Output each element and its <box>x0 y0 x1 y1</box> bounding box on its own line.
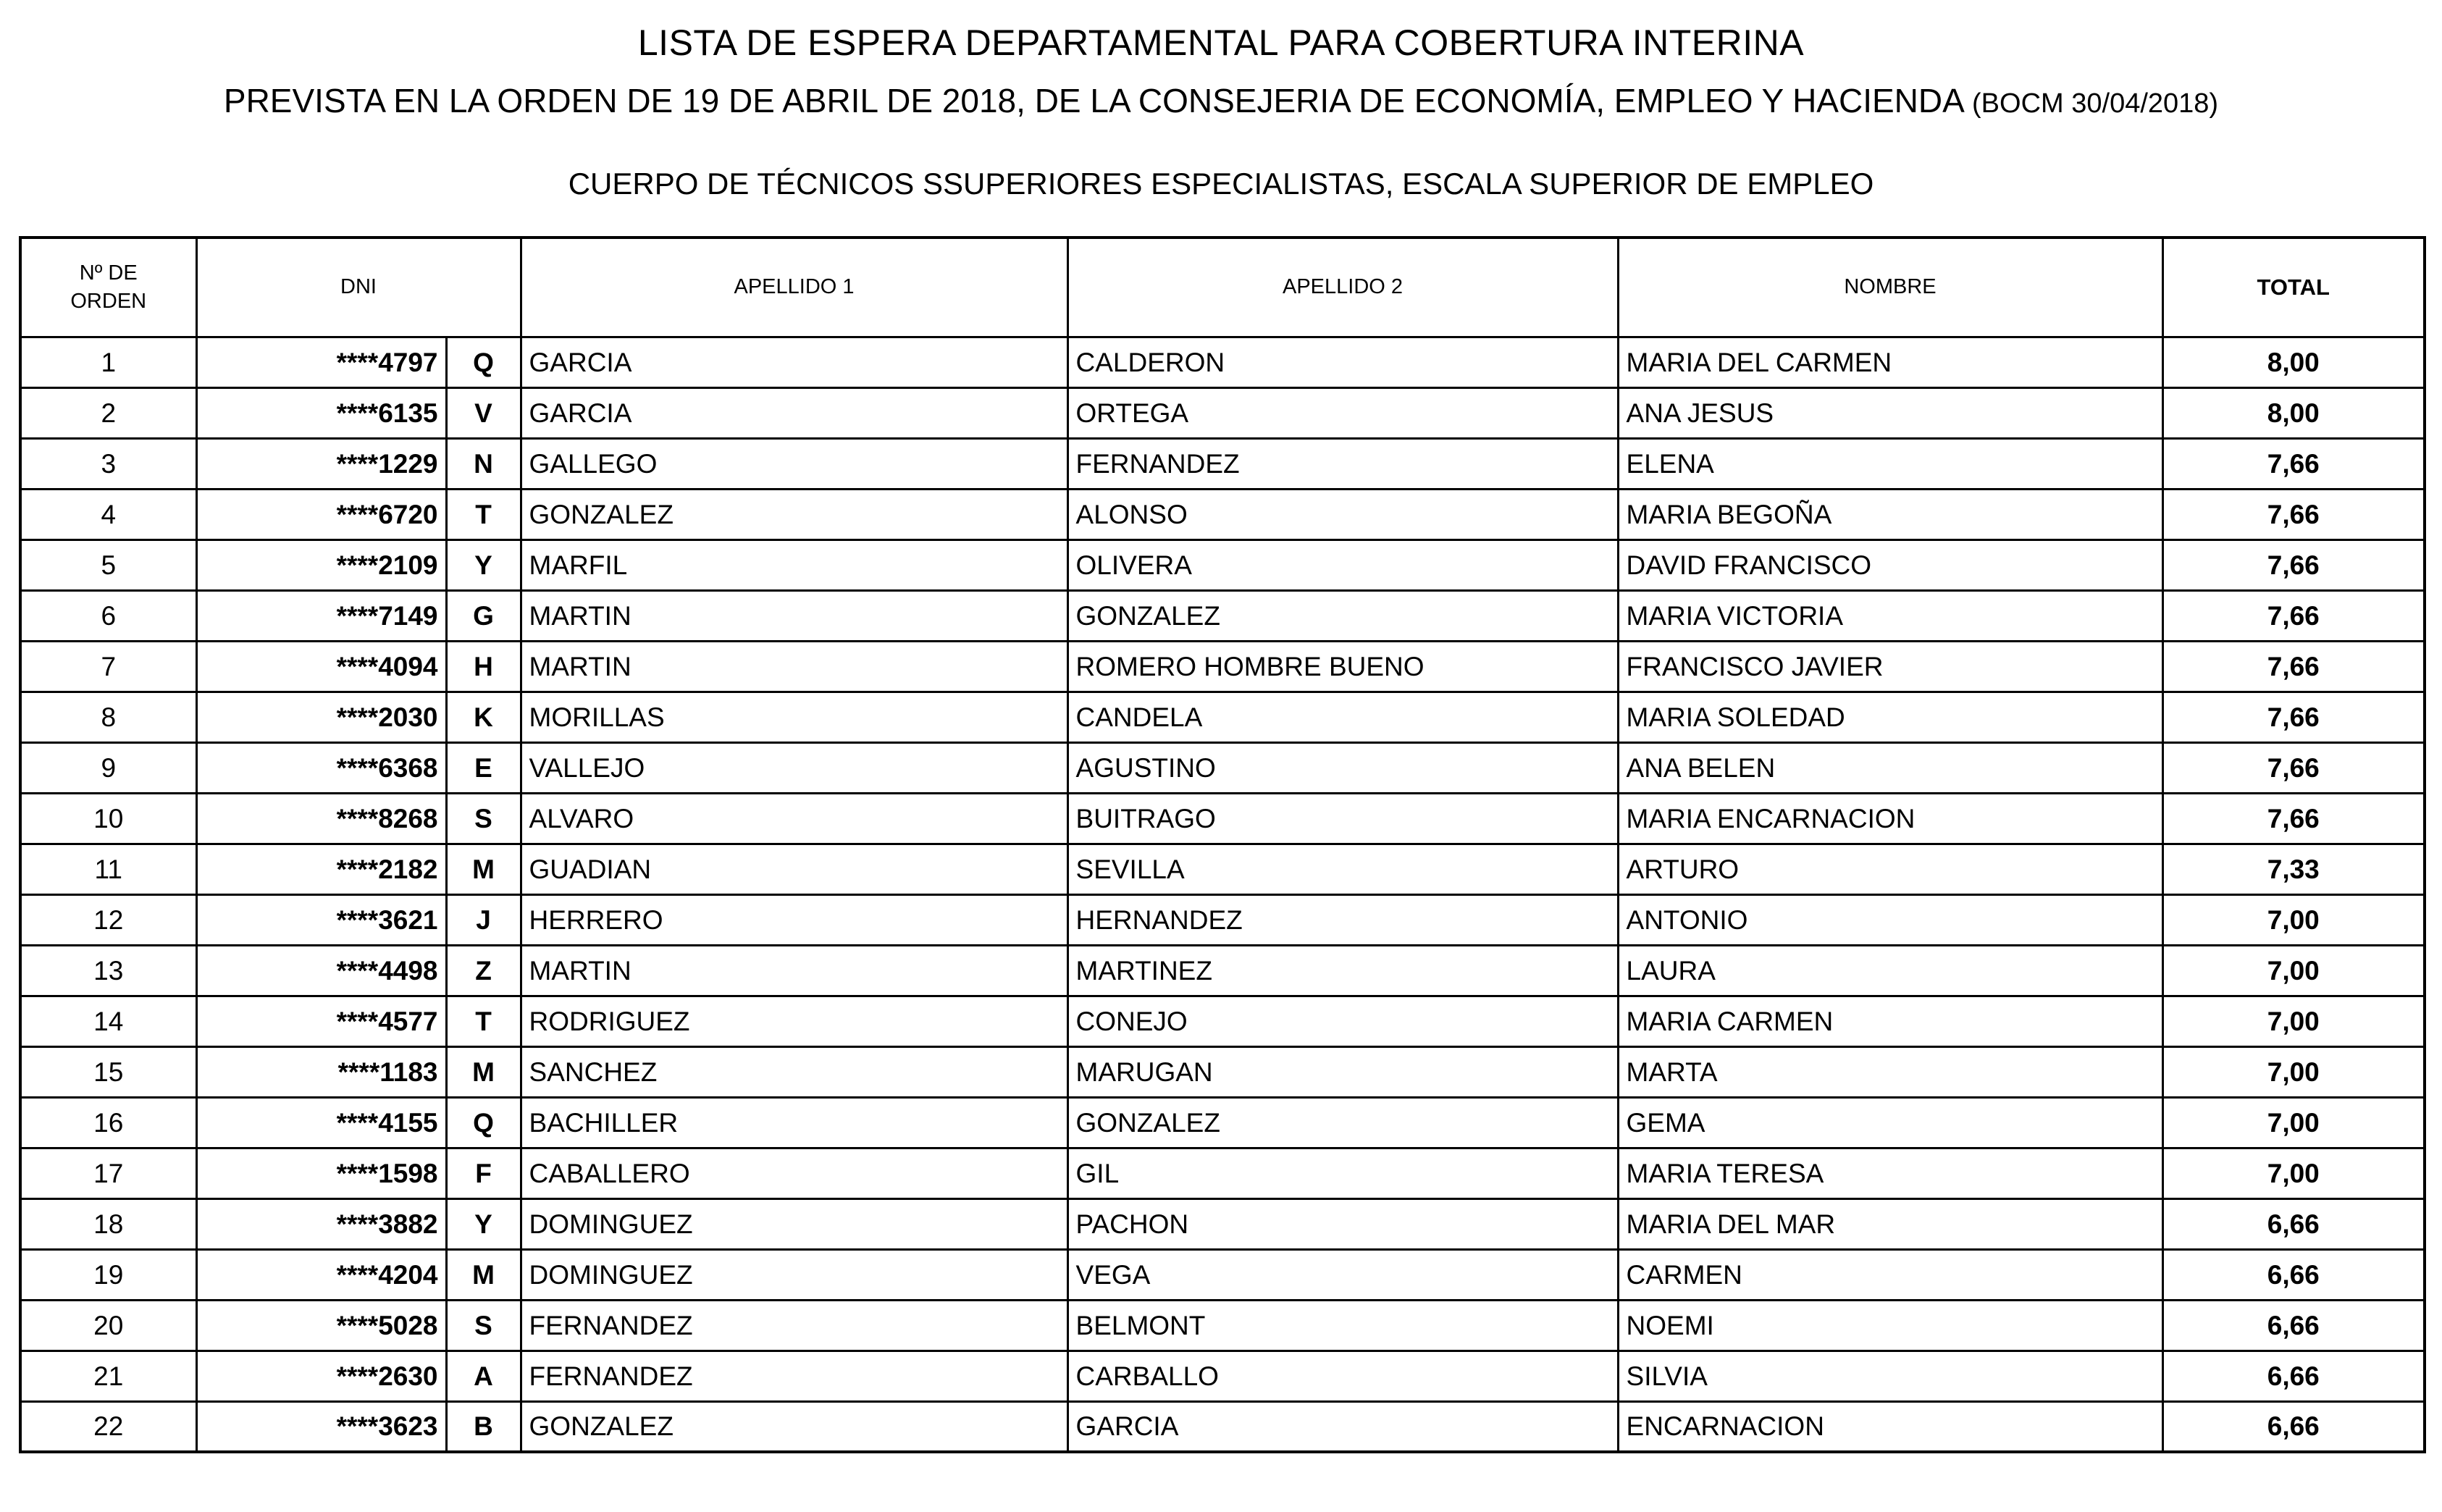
cell-nombre: ARTURO <box>1618 844 2162 894</box>
subtitle-bocm-note: (BOCM 30/04/2018) <box>1972 88 2219 119</box>
cell-apellido1: CABALLERO <box>521 1148 1067 1198</box>
table-row <box>20 387 2425 438</box>
cell-apellido1: VALLEJO <box>521 742 1067 793</box>
cell-apellido1: MARFIL <box>521 539 1067 590</box>
cell-dni-letter: Q <box>446 337 521 387</box>
cell-apellido2: GARCIA <box>1067 1401 1618 1452</box>
cell-nombre: GEMA <box>1618 1097 2162 1148</box>
cell-total-score: 8,00 <box>2162 337 2425 387</box>
corps-title: CUERPO DE TÉCNICOS SSUPERIORES ESPECIALISTAS, ESCALA SUPERIOR DE EMPLEO <box>568 167 1874 201</box>
cell-dni-number: ****2109 <box>196 539 446 590</box>
cell-apellido2: CONEJO <box>1067 996 1618 1046</box>
cell-apellido2: PACHON <box>1067 1198 1618 1249</box>
cell-apellido2: ROMERO HOMBRE BUENO <box>1067 641 1618 692</box>
cell-dni-letter: K <box>446 692 521 742</box>
table-row <box>20 1046 2425 1097</box>
cell-apellido1: GUADIAN <box>521 844 1067 894</box>
cell-dni-letter: Y <box>446 539 521 590</box>
cell-nombre: MARIA ENCARNACION <box>1618 793 2162 844</box>
table-row <box>20 438 2425 489</box>
cell-order-number: 16 <box>20 1097 196 1148</box>
cell-dni-letter: S <box>446 793 521 844</box>
cell-nombre: MARIA BEGOÑA <box>1618 489 2162 539</box>
cell-dni-number: ****4498 <box>196 945 446 996</box>
cell-dni-number: ****4204 <box>196 1249 446 1300</box>
cell-order-number: 10 <box>20 793 196 844</box>
cell-order-number: 8 <box>20 692 196 742</box>
table-row <box>20 742 2425 793</box>
cell-total-score: 7,66 <box>2162 438 2425 489</box>
cell-apellido2: FERNANDEZ <box>1067 438 1618 489</box>
cell-apellido1: SANCHEZ <box>521 1046 1067 1097</box>
cell-nombre: MARTA <box>1618 1046 2162 1097</box>
cell-apellido1: FERNANDEZ <box>521 1300 1067 1351</box>
cell-total-score: 7,00 <box>2162 1148 2425 1198</box>
cell-dni-letter: H <box>446 641 521 692</box>
cell-apellido1: GARCIA <box>521 337 1067 387</box>
cell-dni-number: ****7149 <box>196 590 446 641</box>
cell-order-number: 22 <box>20 1401 196 1452</box>
cell-apellido1: GARCIA <box>521 387 1067 438</box>
cell-dni-letter: J <box>446 894 521 945</box>
cell-order-number: 13 <box>20 945 196 996</box>
cell-order-number: 12 <box>20 894 196 945</box>
table-row <box>20 1198 2425 1249</box>
cell-apellido1: DOMINGUEZ <box>521 1249 1067 1300</box>
cell-total-score: 7,66 <box>2162 539 2425 590</box>
cell-nombre: MARIA DEL MAR <box>1618 1198 2162 1249</box>
cell-order-number: 5 <box>20 539 196 590</box>
cell-nombre: NOEMI <box>1618 1300 2162 1351</box>
table-row <box>20 337 2425 387</box>
table-row <box>20 1148 2425 1198</box>
cell-order-number: 14 <box>20 996 196 1046</box>
cell-apellido1: GONZALEZ <box>521 489 1067 539</box>
cell-nombre: LAURA <box>1618 945 2162 996</box>
cell-order-number: 15 <box>20 1046 196 1097</box>
cell-dni-number: ****2182 <box>196 844 446 894</box>
cell-apellido2: SEVILLA <box>1067 844 1618 894</box>
cell-total-score: 7,33 <box>2162 844 2425 894</box>
cell-apellido1: RODRIGUEZ <box>521 996 1067 1046</box>
cell-nombre: ANA BELEN <box>1618 742 2162 793</box>
cell-nombre: MARIA DEL CARMEN <box>1618 337 2162 387</box>
cell-dni-number: ****4577 <box>196 996 446 1046</box>
cell-apellido1: DOMINGUEZ <box>521 1198 1067 1249</box>
cell-dni-letter: G <box>446 590 521 641</box>
cell-apellido2: CALDERON <box>1067 337 1618 387</box>
cell-apellido1: HERRERO <box>521 894 1067 945</box>
table-row <box>20 1249 2425 1300</box>
table-row <box>20 996 2425 1046</box>
col-header-orden: Nº DE ORDEN <box>20 238 196 337</box>
cell-nombre: FRANCISCO JAVIER <box>1618 641 2162 692</box>
cell-apellido2: MARUGAN <box>1067 1046 1618 1097</box>
cell-dni-number: ****4155 <box>196 1097 446 1148</box>
cell-total-score: 6,66 <box>2162 1401 2425 1452</box>
col-header-nombre: NOMBRE <box>1618 238 2162 337</box>
cell-apellido1: MORILLAS <box>521 692 1067 742</box>
cell-total-score: 7,66 <box>2162 489 2425 539</box>
cell-apellido2: BELMONT <box>1067 1300 1618 1351</box>
cell-total-score: 7,66 <box>2162 793 2425 844</box>
cell-apellido2: ALONSO <box>1067 489 1618 539</box>
cell-apellido2: VEGA <box>1067 1249 1618 1300</box>
cell-total-score: 6,66 <box>2162 1351 2425 1401</box>
waiting-list-table <box>19 236 2426 1453</box>
cell-order-number: 3 <box>20 438 196 489</box>
table-header <box>20 238 2425 337</box>
cell-apellido1: MARTIN <box>521 590 1067 641</box>
cell-apellido2: MARTINEZ <box>1067 945 1618 996</box>
table-row <box>20 489 2425 539</box>
cell-dni-letter: Y <box>446 1198 521 1249</box>
cell-dni-number: ****4797 <box>196 337 446 387</box>
cell-dni-letter: Q <box>446 1097 521 1148</box>
cell-dni-letter: T <box>446 489 521 539</box>
cell-apellido1: FERNANDEZ <box>521 1351 1067 1401</box>
cell-apellido1: BACHILLER <box>521 1097 1067 1148</box>
cell-apellido1: MARTIN <box>521 945 1067 996</box>
cell-total-score: 8,00 <box>2162 387 2425 438</box>
cell-apellido2: ORTEGA <box>1067 387 1618 438</box>
cell-total-score: 7,66 <box>2162 692 2425 742</box>
table-row <box>20 1097 2425 1148</box>
cell-total-score: 7,66 <box>2162 590 2425 641</box>
cell-total-score: 7,00 <box>2162 1046 2425 1097</box>
cell-apellido2: GONZALEZ <box>1067 590 1618 641</box>
cell-total-score: 7,00 <box>2162 894 2425 945</box>
cell-nombre: MARIA TERESA <box>1618 1148 2162 1198</box>
cell-dni-number: ****1229 <box>196 438 446 489</box>
cell-total-score: 6,66 <box>2162 1198 2425 1249</box>
table-row <box>20 1300 2425 1351</box>
cell-apellido1: GALLEGO <box>521 438 1067 489</box>
cell-dni-number: ****3882 <box>196 1198 446 1249</box>
cell-total-score: 7,66 <box>2162 641 2425 692</box>
cell-apellido1: MARTIN <box>521 641 1067 692</box>
cell-apellido2: GONZALEZ <box>1067 1097 1618 1148</box>
cell-dni-letter: B <box>446 1401 521 1452</box>
cell-dni-number: ****1183 <box>196 1046 446 1097</box>
cell-nombre: SILVIA <box>1618 1351 2162 1401</box>
cell-dni-letter: M <box>446 1249 521 1300</box>
cell-apellido1: GONZALEZ <box>521 1401 1067 1452</box>
table-body <box>20 337 2425 1452</box>
col-header-apellido2: APELLIDO 2 <box>1067 238 1618 337</box>
cell-order-number: 21 <box>20 1351 196 1401</box>
cell-dni-letter: A <box>446 1351 521 1401</box>
cell-order-number: 18 <box>20 1198 196 1249</box>
cell-order-number: 19 <box>20 1249 196 1300</box>
col-header-dni: DNI <box>196 238 521 337</box>
table-row <box>20 793 2425 844</box>
table-row <box>20 539 2425 590</box>
page-title: LISTA DE ESPERA DEPARTAMENTAL PARA COBERTURA INTERINA <box>637 22 1805 63</box>
cell-dni-letter: F <box>446 1148 521 1198</box>
page-subtitle <box>19 81 2423 120</box>
cell-nombre: ANA JESUS <box>1618 387 2162 438</box>
cell-order-number: 2 <box>20 387 196 438</box>
cell-total-score: 7,00 <box>2162 1097 2425 1148</box>
cell-apellido2: CARBALLO <box>1067 1351 1618 1401</box>
cell-dni-number: ****6720 <box>196 489 446 539</box>
cell-dni-letter: V <box>446 387 521 438</box>
cell-apellido2: GIL <box>1067 1148 1618 1198</box>
table-row <box>20 844 2425 894</box>
cell-dni-letter: S <box>446 1300 521 1351</box>
cell-dni-letter: E <box>446 742 521 793</box>
col-header-apellido1: APELLIDO 1 <box>521 238 1067 337</box>
cell-order-number: 7 <box>20 641 196 692</box>
cell-order-number: 20 <box>20 1300 196 1351</box>
cell-nombre: ENCARNACION <box>1618 1401 2162 1452</box>
cell-dni-number: ****5028 <box>196 1300 446 1351</box>
cell-order-number: 6 <box>20 590 196 641</box>
cell-nombre: MARIA SOLEDAD <box>1618 692 2162 742</box>
cell-order-number: 17 <box>20 1148 196 1198</box>
table-row <box>20 641 2425 692</box>
table-row <box>20 692 2425 742</box>
cell-dni-number: ****6135 <box>196 387 446 438</box>
subtitle-main-text: PREVISTA EN LA ORDEN DE 19 DE ABRIL DE 2018, DE LA CONSEJERIA DE ECONOMÍA, EMPLEO Y HACIENDA <box>223 82 1973 119</box>
cell-dni-letter: M <box>446 844 521 894</box>
cell-dni-number: ****3623 <box>196 1401 446 1452</box>
cell-nombre: MARIA CARMEN <box>1618 996 2162 1046</box>
cell-dni-letter: M <box>446 1046 521 1097</box>
cell-apellido2: CANDELA <box>1067 692 1618 742</box>
table-row <box>20 1351 2425 1401</box>
cell-nombre: CARMEN <box>1618 1249 2162 1300</box>
cell-total-score: 6,66 <box>2162 1300 2425 1351</box>
cell-nombre: DAVID FRANCISCO <box>1618 539 2162 590</box>
table-row <box>20 894 2425 945</box>
cell-dni-letter: T <box>446 996 521 1046</box>
cell-order-number: 9 <box>20 742 196 793</box>
cell-dni-number: ****1598 <box>196 1148 446 1198</box>
table-row <box>20 590 2425 641</box>
cell-dni-number: ****6368 <box>196 742 446 793</box>
cell-dni-letter: Z <box>446 945 521 996</box>
cell-apellido1: ALVARO <box>521 793 1067 844</box>
cell-order-number: 4 <box>20 489 196 539</box>
cell-total-score: 7,00 <box>2162 996 2425 1046</box>
cell-total-score: 6,66 <box>2162 1249 2425 1300</box>
cell-dni-number: ****2030 <box>196 692 446 742</box>
cell-total-score: 7,66 <box>2162 742 2425 793</box>
cell-dni-number: ****2630 <box>196 1351 446 1401</box>
cell-dni-number: ****3621 <box>196 894 446 945</box>
cell-apellido2: BUITRAGO <box>1067 793 1618 844</box>
cell-nombre: ANTONIO <box>1618 894 2162 945</box>
col-header-total: TOTAL <box>2162 238 2425 337</box>
table-row <box>20 1401 2425 1452</box>
cell-nombre: ELENA <box>1618 438 2162 489</box>
cell-order-number: 11 <box>20 844 196 894</box>
cell-apellido2: AGUSTINO <box>1067 742 1618 793</box>
cell-order-number: 1 <box>20 337 196 387</box>
header-row <box>20 238 2425 337</box>
cell-apellido2: HERNANDEZ <box>1067 894 1618 945</box>
cell-dni-number: ****4094 <box>196 641 446 692</box>
table-row <box>20 945 2425 996</box>
cell-dni-letter: N <box>446 438 521 489</box>
cell-total-score: 7,00 <box>2162 945 2425 996</box>
cell-nombre: MARIA VICTORIA <box>1618 590 2162 641</box>
cell-apellido2: OLIVERA <box>1067 539 1618 590</box>
cell-dni-number: ****8268 <box>196 793 446 844</box>
